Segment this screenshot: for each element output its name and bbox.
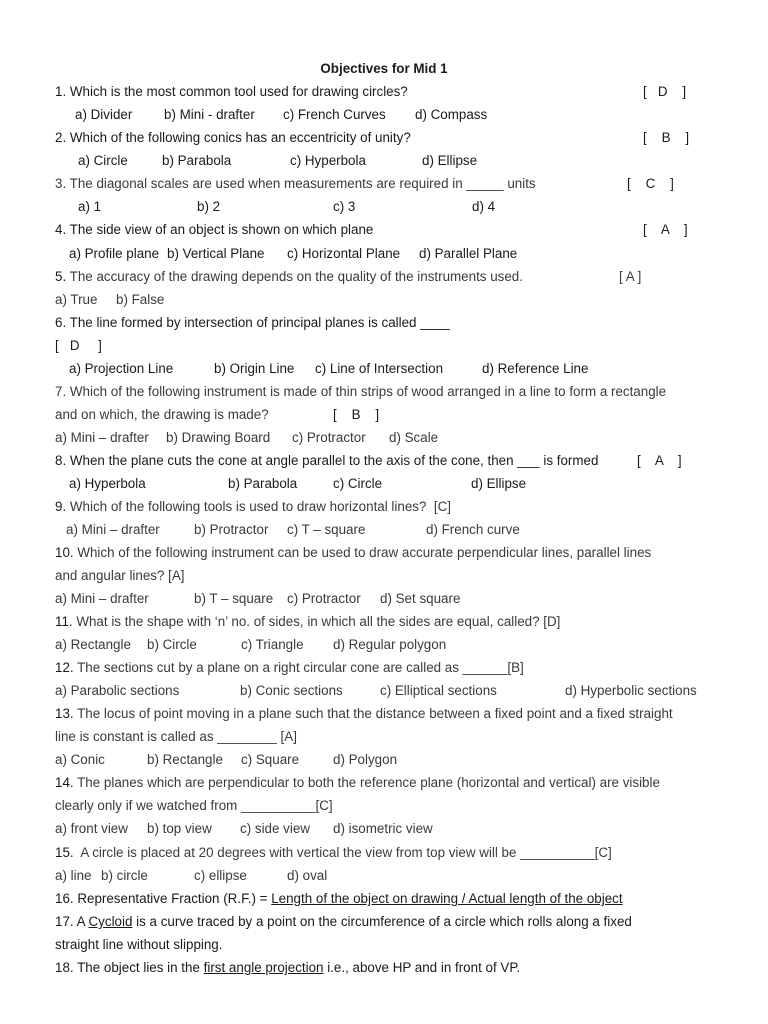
- question-10-text: Which of the following instrument can be used to draw accurate perpendicular lines, parallel lines: [73, 545, 652, 560]
- question-14-line: [55, 775, 660, 791]
- question-6-text: 6. The line formed by intersection of principal planes is called ____: [55, 315, 451, 330]
- question-3-option-c: c) 3: [333, 199, 356, 214]
- question-8-option-b: b) Parabola: [228, 476, 298, 491]
- question-12-option-b: b) Conic sections: [240, 683, 343, 698]
- question-9-option-b: b) Protractor: [194, 522, 269, 537]
- statement-17-term: Cycloid: [88, 914, 133, 929]
- question-14-text-continued: clearly only if we watched from __________[C]: [55, 798, 333, 813]
- question-11-option-d: d) Regular polygon: [333, 637, 447, 652]
- statement-16-prefix: 16. Representative Fraction (R.F.) =: [55, 891, 272, 906]
- question-14-text: The planes which are perpendicular to both the reference plane (horizontal and vertical) are visible: [73, 775, 660, 790]
- question-15-option-c: c) ellipse: [194, 868, 247, 883]
- question-14-option-b: b) top view: [147, 821, 212, 836]
- question-15-text: A circle is placed at 20 degrees with vertical the view from top view will be __________[C]: [73, 845, 612, 860]
- question-6-answer: [ D ]: [55, 338, 102, 353]
- question-4-answer: [ A ]: [643, 222, 688, 237]
- statement-18-term: first angle projection: [203, 960, 324, 975]
- question-10-line: [55, 545, 651, 561]
- question-8-option-c: c) Circle: [333, 476, 383, 491]
- question-2-option-c: c) Hyperbola: [290, 153, 366, 168]
- question-15-number: 15.: [55, 845, 74, 860]
- question-12-option-a: a) Parabolic sections: [55, 683, 180, 698]
- question-4-option-c: c) Horizontal Plane: [287, 246, 401, 261]
- question-1-option-b: b) Mini - drafter: [164, 107, 255, 122]
- question-3-option-d: d) 4: [472, 199, 496, 214]
- question-15-line: [55, 845, 612, 861]
- question-13-option-c: c) Square: [241, 752, 300, 767]
- question-13-option-b: b) Rectangle: [147, 752, 223, 767]
- question-14-option-d: d) isometric view: [333, 821, 433, 836]
- question-6-option-c: c) Line of Intersection: [315, 361, 444, 376]
- question-2-text: 2. Which of the following conics has an eccentricity of unity?: [55, 130, 411, 145]
- question-9-option-c: c) T – square: [287, 522, 366, 537]
- question-1-text: 1. Which is the most common tool used for drawing circles?: [55, 84, 408, 99]
- question-11-line: [55, 614, 560, 630]
- statement-17-suffix: is a curve traced by a point on the circumference of a circle which rolls along a fixed: [132, 914, 632, 929]
- question-7-text: 7. Which of the following instrument is made of thin strips of wood arranged in a line to form a rectangle: [55, 384, 667, 399]
- question-6-option-d: d) Reference Line: [482, 361, 589, 376]
- question-11-option-a: a) Rectangle: [55, 637, 131, 652]
- question-1-answer: [ D ]: [643, 84, 687, 99]
- question-8-option-a: a) Hyperbola: [69, 476, 146, 491]
- question-1-option-c: c) French Curves: [283, 107, 386, 122]
- question-4-text: 4. The side view of an object is shown on which plane: [55, 222, 374, 237]
- question-15-option-b: b) circle: [101, 868, 148, 883]
- question-10-number: 10.: [55, 545, 74, 560]
- question-7-option-a: a) Mini – drafter: [55, 430, 149, 445]
- question-1-option-d: d) Compass: [415, 107, 488, 122]
- question-7-option-b: b) Drawing Board: [166, 430, 271, 445]
- question-15-option-a: a) line: [55, 868, 92, 883]
- question-9-text: Which of the following tools is used to draw horizontal lines? [C]: [66, 499, 451, 514]
- question-13-option-d: d) Polygon: [333, 752, 398, 767]
- question-3-option-a: a) 1: [78, 199, 102, 214]
- question-10-option-c: c) Protractor: [287, 591, 361, 606]
- statement-17: [55, 914, 632, 930]
- question-3-text: 3. The diagonal scales are used when measurements are required in _____ units: [55, 176, 536, 191]
- question-12-line: [55, 660, 524, 676]
- statement-16-formula: Length of the object on drawing / Actual length of the object: [271, 891, 623, 906]
- question-7-answer: [ B ]: [333, 407, 380, 422]
- question-10-option-b: b) T – square: [194, 591, 274, 606]
- question-5-answer: [ A ]: [619, 269, 642, 284]
- question-12-option-c: c) Elliptical sections: [380, 683, 497, 698]
- question-11-text: What is the shape with ‘n’ no. of sides, in which all the sides are equal, called? [D]: [72, 614, 561, 629]
- question-1-option-a: a) Divider: [75, 107, 133, 122]
- question-7-option-c: c) Protractor: [292, 430, 366, 445]
- question-10-option-d: d) Set square: [380, 591, 461, 606]
- page-title: Objectives for Mid 1: [320, 61, 448, 76]
- question-13-line: [55, 706, 673, 722]
- question-5-line: [55, 269, 523, 285]
- question-13-number: 13.: [55, 706, 74, 721]
- question-3-option-b: b) 2: [197, 199, 221, 214]
- question-5-text: The accuracy of the drawing depends on the quality of the instruments used.: [66, 269, 523, 284]
- question-12-text: The sections cut by a plane on a right circular cone are called as ______[B]: [73, 660, 524, 675]
- statement-18: [55, 960, 520, 976]
- question-14-option-c: c) side view: [240, 821, 310, 836]
- question-10-option-a: a) Mini – drafter: [55, 591, 149, 606]
- question-4-option-b: b) Vertical Plane: [167, 246, 265, 261]
- question-10-text-continued: and angular lines? [A]: [55, 568, 185, 583]
- question-13-text: The locus of point moving in a plane such that the distance between a fixed point and a fixed straight: [73, 706, 673, 721]
- question-14-number: 14.: [55, 775, 74, 790]
- question-7-text-continued: and on which, the drawing is made?: [55, 407, 269, 422]
- question-6-option-b: b) Origin Line: [214, 361, 295, 376]
- question-6-option-a: a) Projection Line: [69, 361, 174, 376]
- question-14-option-a: a) front view: [55, 821, 128, 836]
- question-12-option-d: d) Hyperbolic sections: [565, 683, 697, 698]
- question-13-option-a: a) Conic: [55, 752, 105, 767]
- question-2-answer: [ B ]: [643, 130, 690, 145]
- question-2-option-a: a) Circle: [78, 153, 128, 168]
- question-8-text: 8. When the plane cuts the cone at angle parallel to the axis of the cone, then ___ is formed: [55, 453, 599, 468]
- question-2-option-d: d) Ellipse: [422, 153, 478, 168]
- question-9-line: [55, 499, 451, 515]
- question-12-number: 12.: [55, 660, 74, 675]
- question-9-option-a: a) Mini – drafter: [66, 522, 160, 537]
- question-3-answer: [ C ]: [627, 176, 674, 191]
- question-4-option-d: d) Parallel Plane: [419, 246, 518, 261]
- statement-18-suffix: i.e., above HP and in front of VP.: [323, 960, 521, 975]
- statement-18-prefix: 18. The object lies in the: [55, 960, 204, 975]
- question-15-option-d: d) oval: [287, 868, 328, 883]
- question-5-option-b: b) False: [116, 292, 165, 307]
- statement-17-prefix: 17. A: [55, 914, 89, 929]
- question-4-option-a: a) Profile plane: [69, 246, 160, 261]
- question-11-option-b: b) Circle: [147, 637, 197, 652]
- question-2-option-b: b) Parabola: [162, 153, 232, 168]
- question-11-option-c: c) Triangle: [241, 637, 304, 652]
- question-9-number: 9.: [55, 499, 67, 514]
- question-7-option-d: d) Scale: [389, 430, 439, 445]
- question-5-option-a: a) True: [55, 292, 98, 307]
- question-11-number: 11.: [55, 614, 73, 629]
- question-13-text-continued: line is constant is called as ________ [A]: [55, 729, 297, 744]
- statement-17-continued: straight line without slipping.: [55, 937, 223, 952]
- question-8-option-d: d) Ellipse: [471, 476, 527, 491]
- question-5-number: 5.: [55, 269, 67, 284]
- question-9-option-d: d) French curve: [426, 522, 520, 537]
- statement-16: [55, 891, 623, 907]
- question-8-answer: [ A ]: [637, 453, 682, 468]
